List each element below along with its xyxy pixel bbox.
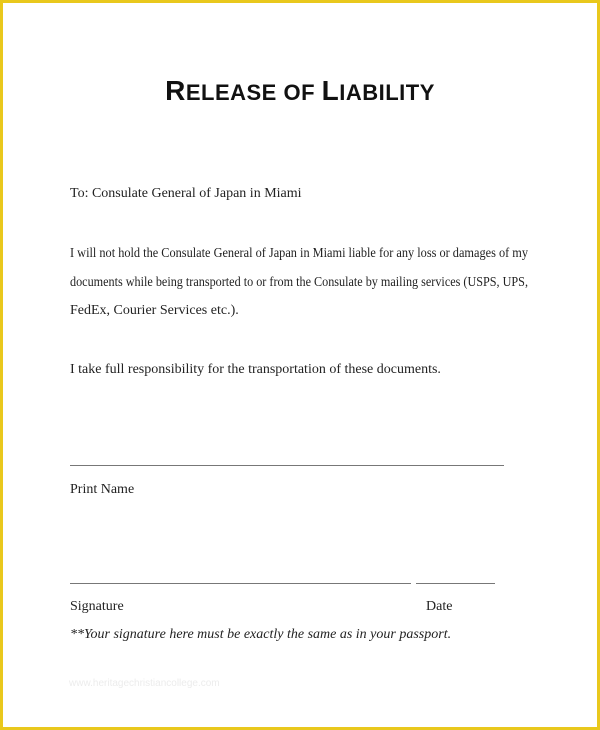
title-rest-1: ELEASE OF	[185, 80, 322, 105]
date-label: Date	[426, 599, 453, 614]
title-initial-l: L	[321, 75, 340, 106]
document-title	[3, 75, 597, 107]
date-rule	[416, 583, 495, 584]
title-initial-r: R	[165, 75, 186, 106]
signature-label: Signature	[70, 599, 124, 614]
print-name-rule	[70, 465, 504, 466]
signature-rule	[70, 583, 411, 584]
body-line-3: FedEx, Courier Services etc.).	[70, 303, 239, 318]
document-page	[3, 3, 597, 727]
print-name-label: Print Name	[70, 482, 135, 497]
recipient-line: To: Consulate General of Japan in Miami	[70, 186, 302, 201]
watermark-text: www.heritagechristiancollege.com	[69, 678, 220, 689]
signature-note: **Your signature here must be exactly the same as in your passport.	[70, 627, 452, 642]
title-rest-2: IABILITY	[339, 80, 435, 105]
body-line-2: documents while being transported to or from the Consulate by mailing services (USPS, UPS,	[70, 275, 528, 290]
responsibility-line: I take full responsibility for the transportation of these documents.	[70, 362, 441, 377]
body-line-1: I will not hold the Consulate General of Japan in Miami liable for any loss or damages of my	[70, 246, 528, 261]
